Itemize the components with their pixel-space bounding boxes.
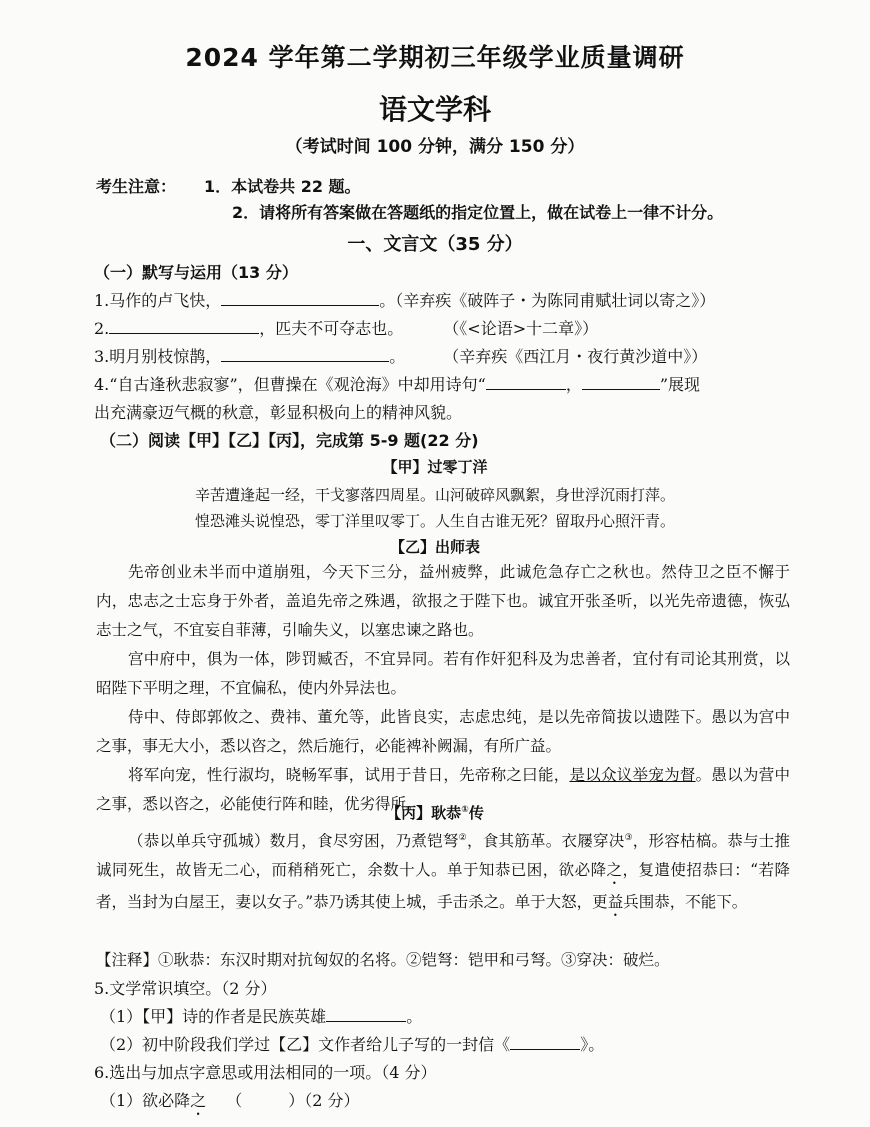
q4-continuation: 出充满豪迈气概的秋意，彰显积极向上的精神风貌。 xyxy=(94,403,463,422)
q3-source: （辛弃疾《西江月・夜行黄沙道中》） xyxy=(443,347,708,366)
q1-text-a: 1.马作的卢飞快， xyxy=(94,291,222,310)
q6-s1-dotted: 之 xyxy=(190,1091,207,1110)
bing-note-3: ③ xyxy=(624,833,633,843)
notice-item-2: 2．请将所有答案做在答题纸的指定位置上，做在试卷上一律不计分。 xyxy=(232,203,724,222)
q1-text-b: 。（辛弃疾《破阵子・为陈同甫赋壮词以寄之》） xyxy=(379,291,716,310)
yi-paragraph-1: 先帝创业未半而中道崩殂，今天下三分，益州疲弊，此诚危急存亡之秋也。然侍卫之臣不懈于内，忠志之士忘身于外者，盖追先帝之殊遇，欲报之于陛下也。诚宜开张圣听，以光先帝遗德，恢弘志士之气，不宜妄自菲薄，引喻失义，以塞忠谏之路也。 xyxy=(96,563,790,639)
bing-title-text: 【丙】耿恭 xyxy=(386,804,462,822)
time-info: （考试时间 100 分钟，满分 150 分） xyxy=(285,137,585,157)
bing-note-2: ② xyxy=(458,833,467,843)
q5-sub-1 xyxy=(100,1004,422,1027)
q6-s1-close: ）（2 分） xyxy=(288,1091,360,1110)
question-2 xyxy=(94,316,598,339)
yi-paragraph-3: 侍中、侍郎郭攸之、费祎、董允等，此皆良实，志虑忠纯，是以先帝简拔以遗陛下。愚以为宫中之事，事无大小，悉以咨之，然后施行，必能裨补阙漏，有所广益。 xyxy=(96,708,790,755)
q6-s1-open: （ xyxy=(226,1091,243,1110)
jia-line-2: 惶恐滩头说惶恐，零丁洋里叹零丁。人生自古谁无死？留取丹心照汗青。 xyxy=(194,512,675,530)
yi-p4-text-a: 将军向宠，性行淑均，晓畅军事，试用于昔日，先帝称之曰能， xyxy=(128,766,570,784)
bing-title-end: 传 xyxy=(468,804,484,822)
q5-s2-end: 》。 xyxy=(580,1035,605,1054)
annotations: 【注释】①耿恭：东汉时期对抗匈奴的名将。②铠弩：铠甲和弓弩。③穿决：破烂。 xyxy=(96,951,670,969)
q5-s1-end: 。 xyxy=(406,1007,423,1026)
q4-answer-blank-1[interactable] xyxy=(486,373,566,390)
yi-p4-text-b: 。愚以为营中之事，悉以咨之，必能使行阵和睦，优劣得所。 xyxy=(96,766,790,813)
subject-title: 语文学科 xyxy=(378,93,491,126)
bing-text-e: 兵围恭，不能下。 xyxy=(623,893,748,912)
jia-line-1: 辛苦遭逢起一经，干戈寥落四周星。山河破碎风飘絮，身世浮沉雨打萍。 xyxy=(194,486,675,504)
part-1-title: （一）默写与运用（13 分） xyxy=(94,263,298,282)
notice-label: 考生注意： xyxy=(96,177,177,196)
q3-text-a: 3.明月别枝惊鹊， xyxy=(94,347,222,366)
q5-s1-blank[interactable] xyxy=(326,1005,406,1022)
notice-item-1: 1．本试卷共 22 题。 xyxy=(204,177,361,196)
q1-answer-blank[interactable] xyxy=(221,289,379,306)
q4-text-a: 4.“自古逢秋悲寂寥”，但曹操在《观沧海》中却用诗句“ xyxy=(94,375,486,394)
q3-text-b: 。 xyxy=(389,347,406,366)
yi-title: 【乙】出师表 xyxy=(389,538,480,556)
bing-paragraph xyxy=(96,824,790,920)
q2-source: （《<论语>十二章》） xyxy=(443,319,599,338)
bing-title xyxy=(0,802,870,823)
part-2-title: （二）阅读【甲】【乙】【丙】，完成第 5-9 题(22 分) xyxy=(100,431,479,450)
q2-text-b: ，匹夫不可夺志也。 xyxy=(259,319,404,338)
exam-title: 2024 学年第二学期初三年级学业质量调研 xyxy=(185,43,685,72)
bing-title-note: ① xyxy=(461,805,469,815)
bing-text-d: ，复遣使招恭曰：“若降者，当封为白屋王，妻以女子。”恭乃诱其使上城，手击杀之。单于大怒，更 xyxy=(96,861,790,912)
yi-paragraph-2: 宫中府中，俱为一体，陟罚臧否，不宜异同。若有作奸犯科及为忠善者，宜付有司论其刑赏，以昭陛下平明之理，不宜偏私，使内外异法也。 xyxy=(96,650,790,697)
section-1-title: 一、文言文（35 分） xyxy=(347,234,523,255)
q6-stem: 6.选出与加点字意思或用法相同的一项。（4 分） xyxy=(94,1063,437,1082)
q3-answer-blank[interactable] xyxy=(221,345,389,362)
yi-p4-underlined: 是以众议举宠为督 xyxy=(569,766,696,784)
q5-s1-text: （1）【甲】诗的作者是民族英雄 xyxy=(100,1007,327,1026)
jia-title: 【甲】过零丁洋 xyxy=(382,458,488,476)
q4-text-c: ”展现 xyxy=(659,375,701,394)
q5-s2-text: （2）初中阶段我们学过【乙】文作者给儿子写的一封信《 xyxy=(100,1035,511,1054)
q5-sub-2 xyxy=(100,1032,604,1055)
q6-s1-text: （1）欲必降 xyxy=(100,1091,191,1110)
bing-text-b: ，食其筋革。衣屦穿决 xyxy=(466,832,625,851)
q6-sub-1 xyxy=(100,1088,360,1119)
q5-stem: 5.文学常识填空。（2 分） xyxy=(94,979,277,998)
bing-dotted-zhi: 之 xyxy=(606,861,623,880)
bing-text-a: （恭以单兵守孤城）数月，食尽穷困，乃煮铠弩 xyxy=(128,832,459,851)
q2-text-a: 2. xyxy=(94,319,110,338)
question-3 xyxy=(94,344,707,367)
q2-answer-blank[interactable] xyxy=(109,317,259,334)
yi-passage xyxy=(96,558,790,819)
q4-answer-blank-2[interactable] xyxy=(582,373,660,390)
q4-text-b: ， xyxy=(565,375,582,394)
bing-passage xyxy=(96,824,790,920)
bing-text-c: ，形容枯槁。恭与士推诚同死生，故皆无二心，而稍稍死亡，余数十人。单于知恭已困，欲必降 xyxy=(96,832,790,880)
question-1 xyxy=(94,288,715,311)
question-4 xyxy=(94,372,700,395)
q5-s2-blank[interactable] xyxy=(510,1033,580,1050)
bing-dotted-yi: 益 xyxy=(607,893,624,912)
